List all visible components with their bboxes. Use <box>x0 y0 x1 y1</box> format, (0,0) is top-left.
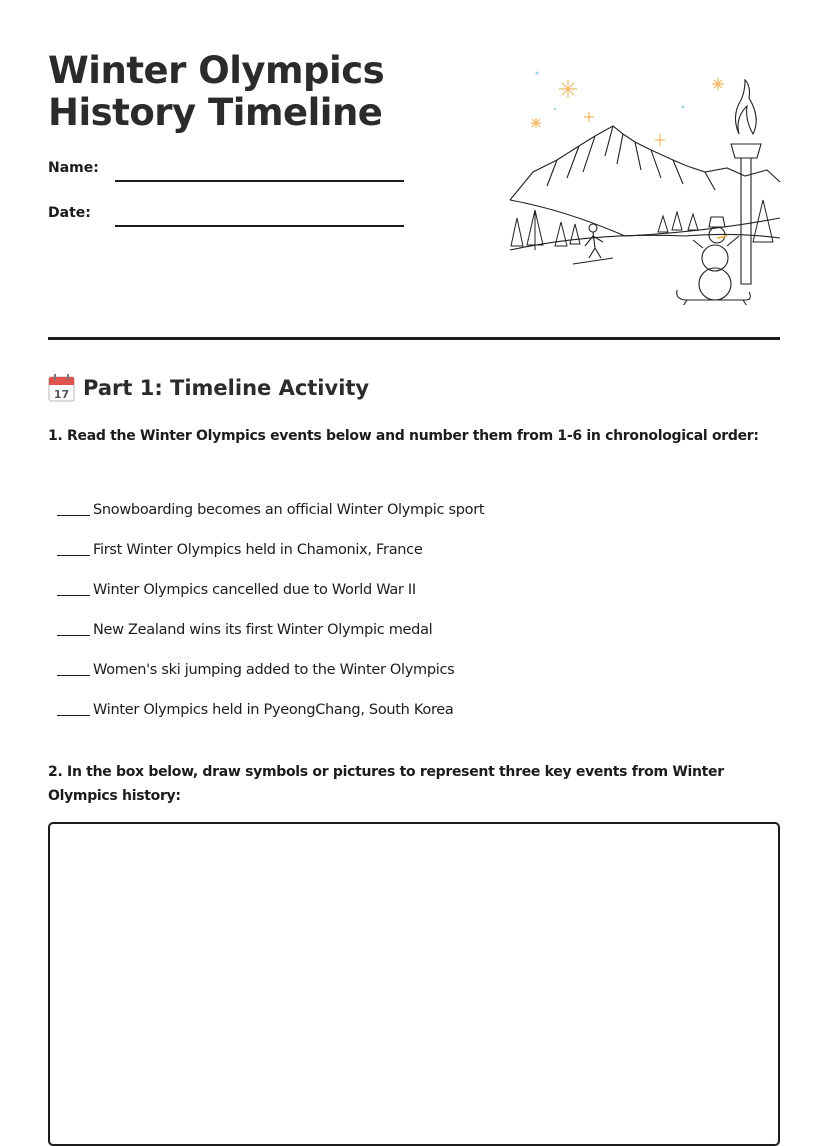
order-blank[interactable] <box>57 555 90 556</box>
calendar-day: 17 <box>53 388 70 401</box>
event-text: Women's ski jumping added to the Winter Olympics <box>93 662 455 678</box>
list-item <box>57 650 484 690</box>
title-line-2: History Timeline <box>48 91 383 134</box>
list-item <box>57 490 484 530</box>
list-item <box>57 570 484 610</box>
event-text: New Zealand wins its first Winter Olympic medal <box>93 622 433 638</box>
order-blank[interactable] <box>57 515 90 516</box>
order-blank[interactable] <box>57 675 90 676</box>
title-line-1: Winter Olympics <box>48 49 385 92</box>
name-field[interactable] <box>115 180 404 182</box>
list-item <box>57 690 484 730</box>
snowflake-icon <box>531 78 724 146</box>
question-1: 1. Read the Winter Olympics events below and number them from 1-6 in chronological order: <box>48 428 759 444</box>
list-item <box>57 610 484 650</box>
event-text: Winter Olympics cancelled due to World War II <box>93 582 416 598</box>
sparkle-dots <box>536 72 685 111</box>
part1-heading <box>48 374 369 402</box>
drawing-box[interactable] <box>48 822 780 1146</box>
worksheet-title <box>48 50 384 134</box>
event-text: Winter Olympics held in PyeongChang, South Korea <box>93 702 454 718</box>
question-2: 2. In the box below, draw symbols or pictures to represent three key events from Winter Olympics history: <box>48 764 724 804</box>
part1-heading-text: Part 1: Timeline Activity <box>83 376 370 400</box>
name-label: Name: <box>48 160 99 176</box>
section-divider <box>48 337 780 340</box>
snowman-nose <box>717 236 727 238</box>
order-blank[interactable] <box>57 715 90 716</box>
date-field[interactable] <box>115 225 404 227</box>
torch-icon <box>731 80 761 284</box>
event-text: Snowboarding becomes an official Winter Olympic sport <box>93 502 485 518</box>
calendar-icon <box>48 374 75 402</box>
date-label: Date: <box>48 205 91 221</box>
mountain-icon <box>510 126 780 250</box>
event-list <box>57 490 484 730</box>
order-blank[interactable] <box>57 635 90 636</box>
list-item <box>57 530 484 570</box>
winter-scene-illustration <box>505 60 785 305</box>
event-text: First Winter Olympics held in Chamonix, France <box>93 542 423 558</box>
order-blank[interactable] <box>57 595 90 596</box>
